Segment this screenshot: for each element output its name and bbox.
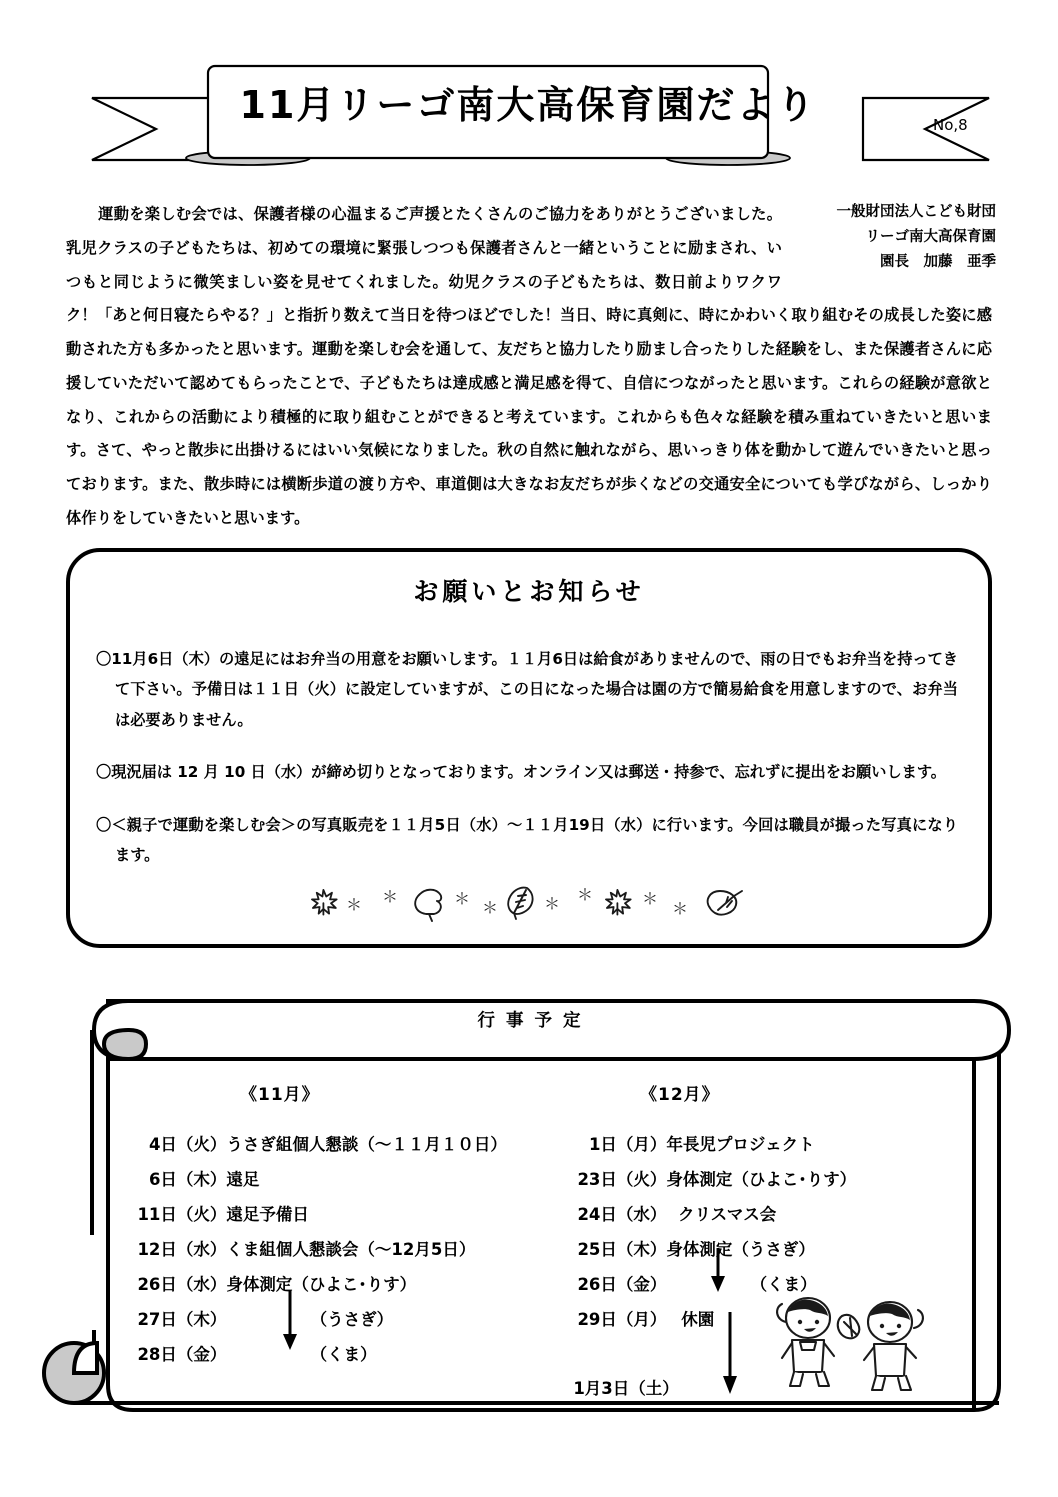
event-day: 25日 bbox=[577, 1239, 617, 1259]
event-label: 遠足予備日 bbox=[226, 1204, 309, 1224]
event-row bbox=[560, 1233, 990, 1268]
event-dow: （土） bbox=[629, 1378, 679, 1398]
asterisk-icon: ＊ bbox=[672, 899, 689, 918]
event-label: （くま） bbox=[310, 1344, 377, 1364]
event-label: うさぎ組個人懇談（～１１月１０日） bbox=[226, 1135, 507, 1154]
november-continuation-arrow-icon bbox=[278, 1290, 302, 1352]
event-row bbox=[560, 1163, 990, 1198]
org-principal: 園長 加藤 亜季 bbox=[880, 253, 996, 270]
event-row bbox=[560, 1198, 990, 1233]
event-label: クリスマス会 bbox=[677, 1204, 777, 1224]
event-label: 年長児プロジェクト bbox=[666, 1135, 815, 1154]
december-continuation-arrow-icon bbox=[706, 1248, 730, 1294]
november-event-list bbox=[120, 1128, 540, 1373]
notice-title: お願いとお知らせ bbox=[413, 577, 645, 606]
event-label: （くま） bbox=[750, 1274, 817, 1294]
notice-item-text: 〇＜親子で運動を楽しむ会＞の写真販売を１１月5日（水）～１１月19日（水）に行います。今回は職員が撮った写真になります。 bbox=[96, 815, 958, 865]
event-dow: （金） bbox=[616, 1274, 667, 1294]
event-day: 6日 bbox=[148, 1169, 177, 1189]
notice-item bbox=[96, 757, 958, 787]
event-dow: （金） bbox=[176, 1344, 227, 1364]
december-holiday-span-arrow-icon bbox=[718, 1312, 742, 1396]
event-label: 身体測定（うさぎ） bbox=[666, 1239, 815, 1259]
event-row bbox=[120, 1163, 540, 1198]
event-row bbox=[120, 1128, 540, 1163]
page-title: 11月リーゴ南大高保育園だより bbox=[239, 83, 817, 127]
leaf-decoration-svg bbox=[294, 882, 764, 922]
event-dow: （火） bbox=[616, 1169, 667, 1189]
notice-item-list bbox=[96, 644, 958, 870]
event-day: 1日 bbox=[588, 1135, 617, 1154]
event-day: 26日 bbox=[577, 1274, 617, 1294]
event-label: 身体測定（ひよこ･りす） bbox=[226, 1274, 417, 1294]
ginkgo-leaf-icon bbox=[415, 890, 441, 921]
event-day: 11日 bbox=[137, 1204, 177, 1224]
event-day: 24日 bbox=[577, 1204, 617, 1224]
event-dow: （木） bbox=[176, 1309, 227, 1329]
paragraph-text: 運動を楽しむ会では、保護者様の心温まるご声援とたくさんのご協力をありがとうございました。乳児クラスの子どもたちは、初めての環境に緊張しつつも保護者さんと一緒ということに励まされ、いつもと同じように微笑ましい姿を見せてくれました。幼児クラスの子どもたちは、数日前よりワクワク！「あと何日寝たらやる？」と指折り数えて当日を待つほどでした！当日、時に真剣に、時にかわいく取り組むその成長した姿に感動された方も多かったと思います。運動を楽しむ会を通して、友だちと協力したり励まし合ったりした経験をし、また保護者さんに応援していただいて認めてもらったことで、子どもたちは達成感と満足感を得て、自信につながったと思います。これらの経験が意欲となり、これからの活動により積極的に取り組むことができると考えています。これからも色々な経験を積み重ねていきたいと思います。さて、やっと散歩に出掛けるにはいい気候になりました。秋の自然に触れながら、思いっきり体を動かして遊んでいきたいと思っております。また、散歩時には横断歩道の渡り方や、車道側は大きなお友だちが歩くなどの交通安全についても学びながら、しっかり体作りをしていきたいと思います。 bbox=[66, 205, 992, 527]
children-walking-illustration bbox=[770, 1288, 930, 1398]
asterisk-icon: ＊ bbox=[482, 898, 499, 917]
asterisk-icon: ＊ bbox=[454, 889, 471, 908]
event-label: 身体測定（ひよこ･りす） bbox=[666, 1169, 857, 1189]
event-label: （うさぎ） bbox=[310, 1309, 394, 1329]
maple-leaf-icon bbox=[606, 890, 631, 915]
event-day: 23日 bbox=[577, 1169, 617, 1189]
event-dow: （水） bbox=[176, 1239, 227, 1259]
event-label: くま組個人懇談会（～12月5日） bbox=[226, 1239, 476, 1259]
event-row bbox=[120, 1233, 540, 1268]
event-row bbox=[120, 1303, 540, 1338]
event-day: 26日 bbox=[137, 1274, 177, 1294]
left-child-pigtail bbox=[777, 1304, 786, 1322]
november-heading: 《11月》 bbox=[240, 1085, 320, 1105]
event-dow: （水） bbox=[176, 1274, 227, 1294]
event-row bbox=[120, 1268, 540, 1303]
asterisk-icon: ＊ bbox=[642, 889, 659, 908]
main-paragraph bbox=[66, 198, 992, 536]
event-day: 29日 bbox=[577, 1309, 617, 1329]
event-day: 1月3日 bbox=[573, 1378, 630, 1398]
asterisk-icon: ＊ bbox=[544, 894, 561, 913]
event-row bbox=[560, 1128, 990, 1163]
event-label: 休園 bbox=[681, 1309, 715, 1329]
event-dow: （水） bbox=[616, 1204, 667, 1224]
asterisk-icon: ＊ bbox=[346, 895, 363, 914]
notice-box bbox=[66, 548, 992, 948]
issue-number: No,8 bbox=[933, 116, 968, 134]
autumn-leaf-decoration-row bbox=[70, 882, 988, 926]
org-foundation: 一般財団法人こども財団 bbox=[836, 204, 996, 220]
december-heading: 《12月》 bbox=[640, 1085, 720, 1105]
event-dow: （月） bbox=[616, 1135, 667, 1154]
notice-item-text: 〇現況届は 12 月 10 日（水）が締め切りとなっております。オンライン又は郵送・持参で、忘れずに提出をお願いします。 bbox=[96, 763, 946, 782]
notice-item-text: 〇11月6日（木）の遠足にはお弁当の用意をお願いします。１１月6日は給食がありませんので、雨の日でもお弁当を持ってきて下さい。予備日は１１日（火）に設定していますが、この日になった場合は園の方で簡易給食を用意しますので、お弁当は必要ありません。 bbox=[96, 650, 958, 729]
event-row bbox=[120, 1338, 540, 1373]
asterisk-icon: ＊ bbox=[577, 885, 594, 904]
notice-item bbox=[96, 644, 958, 735]
event-row bbox=[120, 1198, 540, 1233]
event-day: 4日 bbox=[148, 1135, 177, 1154]
event-dow: （火） bbox=[176, 1204, 227, 1224]
event-dow: （月） bbox=[616, 1309, 667, 1329]
notice-item bbox=[96, 810, 958, 871]
event-day: 28日 bbox=[137, 1344, 177, 1364]
event-label: 遠足 bbox=[226, 1169, 260, 1189]
oak-leaf-icon bbox=[708, 891, 742, 915]
event-day: 27日 bbox=[137, 1309, 177, 1329]
event-dow: （火） bbox=[176, 1135, 227, 1154]
text-wrap-spacer bbox=[782, 198, 992, 270]
events-section-title: 行事予定 bbox=[477, 1011, 592, 1031]
oval-leaf-icon bbox=[508, 888, 532, 919]
event-dow: （木） bbox=[176, 1169, 227, 1189]
title-banner bbox=[88, 58, 993, 176]
org-nursery-name: リーゴ南大高保育園 bbox=[865, 228, 996, 245]
maple-leaf-icon bbox=[312, 890, 337, 915]
right-child-pigtail bbox=[914, 1310, 923, 1328]
event-day: 12日 bbox=[137, 1239, 177, 1259]
asterisk-icon: ＊ bbox=[382, 887, 399, 906]
event-dow: （木） bbox=[616, 1239, 667, 1259]
